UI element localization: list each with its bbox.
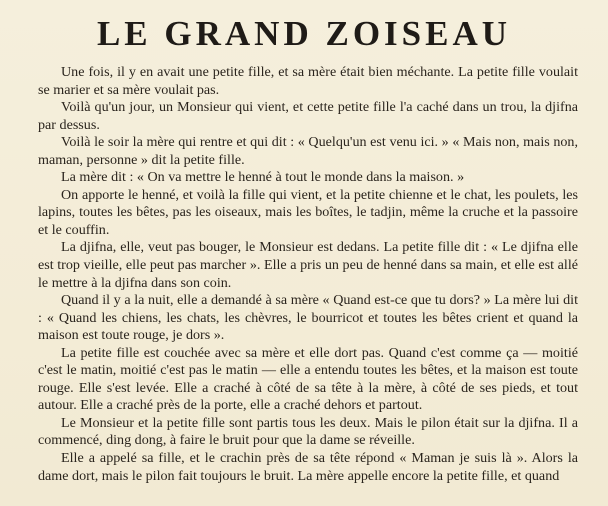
- paragraph: Une fois, il y en avait une petite fille, et sa mère était bien méchante. La petite fille voulait se marier et sa mère voulait pas.: [38, 64, 578, 98]
- paragraph: On apporte le henné, et voilà la fille qui vient, et la petite chienne et le chat, les poulets, les lapins, toutes les bêtes, pas les oiseaux, mais les boîtes, le tadjin, même la cruche et la passoire et le couffin.: [38, 186, 578, 238]
- paragraph: Le Monsieur et la petite fille sont partis tous les deux. Mais le pilon était sur la djifna. Il a commencé, ding dong, à faire le bruit pour que la dame se réveille.: [38, 414, 578, 449]
- paragraph: Voilà qu'un jour, un Monsieur qui vient, et cette petite fille l'a caché dans un trou, la djifna par dessus.: [38, 99, 578, 133]
- paragraph: La petite fille est couchée avec sa mère et elle dort pas. Quand c'est comme ça — moitié c'est le matin, moitié c'est pas le matin — elle a entendu toutes les bêtes, et la maison est toute rouge. Elle s'est levée. Elle a craché à côté de sa tête à la mère, à côté de ses pieds, et tout autour. Elle a craché près de la porte, elle a craché dehors et partout.: [38, 344, 578, 414]
- paragraph: La djifna, elle, veut pas bouger, le Monsieur est dedans. La petite fille dit : « Le djifna elle est trop vieille, elle peut pas marcher ». Elle a pris un peu de henné dans sa main, et elle est allé le mettre à la djifna dans son coin.: [38, 239, 578, 291]
- paragraph: Elle a appelé sa fille, et le crachin près de sa tête répond « Maman je suis là ». Alors la dame dort, mais le pilon fait toujours le bruit. La mère appelle encore la petite fille, et quand: [38, 450, 578, 484]
- story-title: LE GRAND ZOISEAU: [96, 14, 512, 53]
- paragraph: Voilà le soir la mère qui rentre et qui dit : « Quelqu'un est venu ici. » « Mais non, mais non, maman, personne » dit la petite fille.: [38, 134, 578, 168]
- paragraph: Quand il y a la nuit, elle a demandé à sa mère « Quand est-ce que tu dors? » La mère lui dit : « Quand les chiens, les chats, les chèvres, le bourricot et toutes les bêtes crient et quand la maison est toute rouge, je dors ».: [38, 292, 578, 344]
- paragraph: La mère dit : « On va mettre le henné à tout le monde dans la maison. »: [61, 169, 465, 186]
- story-text: [38, 64, 578, 485]
